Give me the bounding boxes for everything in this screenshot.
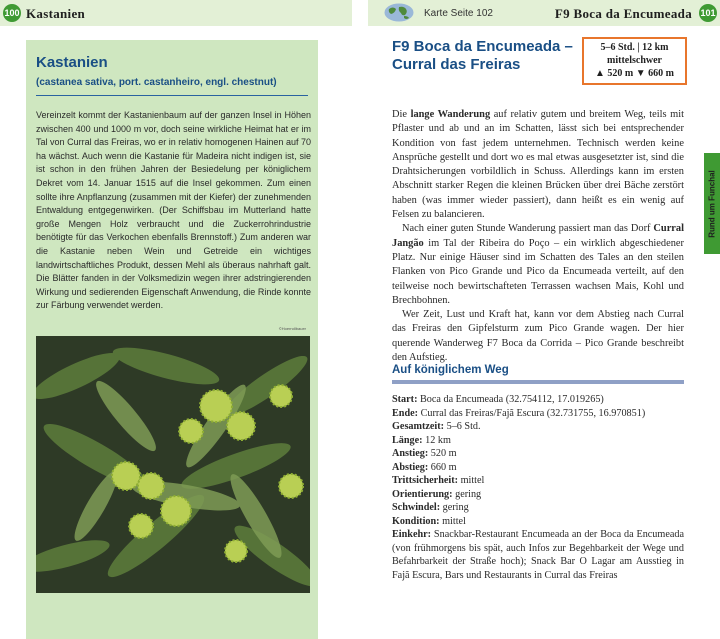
info-elevation: ▲ 520 m ▼ 660 m [595,68,674,79]
photo-credit: ©Hoerndlbauer [278,326,306,331]
map-reference: Karte Seite 102 [424,8,493,19]
section-heading: Auf königlichem Weg [392,364,509,376]
box-subtitle: (castanea sativa, port. castanheiro, engl. chestnut) [36,77,277,88]
left-page-number: 100 [3,4,21,22]
chapter-tab-label: Rund um Funchal [707,169,717,238]
paragraph-2: Nach einer guten Stunde Wanderung passiert man das Dorf Curral Jangão im Tal der Ribeira do Poço – ein wirklich abgeschiedener Platz. Nur einige Häuser sind im Schatten des Tales an den steilen Flanken von Pico Grande und Pico da Encumeada verteilt, auf den teilweise noch bewirtschafteten Terrassen wachsen Mais, Kohl und Brechbohnen. [392,223,684,306]
right-header-title: F9 Boca da Encumeada [554,6,692,21]
fact-vertigo: Schwindel: gering [392,502,469,513]
paragraph-1: Die lange Wanderung auf relativ gutem und breitem Weg, teils mit Pflaster und ab und an im Schatten, lässt sich bei entsprechender Kondition von fast jedem unternehmen. Technisch werden keine Ansprüche gestellt und dort wo es mal etwas ausgesetzter ist, sind die Drahtsicherungen vorbildlich in Schuss. Allerdings kann im ersten Abschnitt starker Regen die kleinen Brücken über drei Bäche zerstört haben (was immer wieder passiert), dann heißt es ein wenig auf Felsen zu balancieren. [392,109,684,221]
route-description [392,108,684,365]
route-info-box [582,37,687,85]
box-body-text: Vereinzelt kommt der Kastanienbaum auf der ganzen Insel in Höhen zwischen 400 und 1000 m vor, doch seine wirkliche Heimat hat er im Tal von Curral das Freiras, wo er in relativ homogenen Hainen auf 70 ha wächst. Auch wenn die Kastanie für Madeira nicht indigen ist, sie ist schon in den frühen Jahren der Besiedelung per königlichem Dekret vom 14. Januar 1515 auf die Insel gekommen. Zum einen sollte ihre Anpflanzung (zusammen mit der Kiefer) der zunehmenden Entwaldung entgegenwirken. (Der Schiffsbau im Mutterland hatte große Mengen Holz verbraucht und die Zuckerrohrindustrie benötigte für das Verkochen ebenfalls Brennstoff.) Zum anderen war die Kastanie neben Wein und Getreide ein wichtiges landwirtschaftliches Produkt, dessen Mehl als überaus nahrhaft galt. Die Blätter fanden in der Volksmedizin wegen ihrer adstringierenden Wirkung und sedierenden Eigenschaft Anwendung, die Rinde konnte zur Färbung verwendet werden. [36,110,311,311]
fact-length: Länge: 12 km [392,434,451,446]
fact-refreshment: Einkehr: Snackbar-Restaurant Encumeada an der Boca da Encumeada (von frühmorgens bis spät, auch Infos zur Begehbarkeit der Wege und Befahrbarkeit der Straße hoch); Snack Bar O Lagar am Ausstieg in Fajã Escura, Bars und Restaurants in Curral das Freiras [392,529,684,581]
left-page-header [0,0,352,26]
info-difficulty: mittelschwer [607,55,662,66]
fact-ascent: Anstieg: 520 m [392,448,457,459]
chestnut-info-box [26,40,318,639]
fact-fitness: Kondition: mittel [392,515,466,527]
fact-surefootedness: Trittsicherheit: mittel [392,475,485,486]
chapter-side-tab [704,153,720,254]
info-duration-length: 5–6 Std. | 12 km [600,42,669,53]
fact-descent: Abstieg: 660 m [392,461,457,473]
fact-orientation: Orientierung: gering [392,488,482,500]
section-divider [392,380,684,384]
route-title: F9 Boca da Encumeada – Curral das Freiras [392,38,573,73]
box-divider [36,95,308,96]
right-page-header [368,0,720,26]
chestnut-photo [36,336,310,593]
left-header-title: Kastanien [26,6,86,21]
paragraph-3: Wer Zeit, Lust und Kraft hat, kann vor dem Abstieg nach Curral das Freiras den Gipfelsturm zum Pico Grande wagen. Der hier querende Wanderweg F7 Boca da Corrida – Pico Grande beschreibt den Aufstieg. [392,309,684,364]
route-facts [392,393,684,582]
right-page-number: 101 [699,4,717,22]
box-title: Kastanien [36,54,108,71]
fact-end: Ende: Curral das Freiras/Fajã Escura (32.731755, 16.970851) [392,407,646,419]
fact-start: Start: Boca da Encumeada (32.754112, 17.019265) [392,394,604,405]
fact-total-time: Gesamtzeit: 5–6 Std. [392,421,481,432]
world-map-icon [384,3,414,22]
